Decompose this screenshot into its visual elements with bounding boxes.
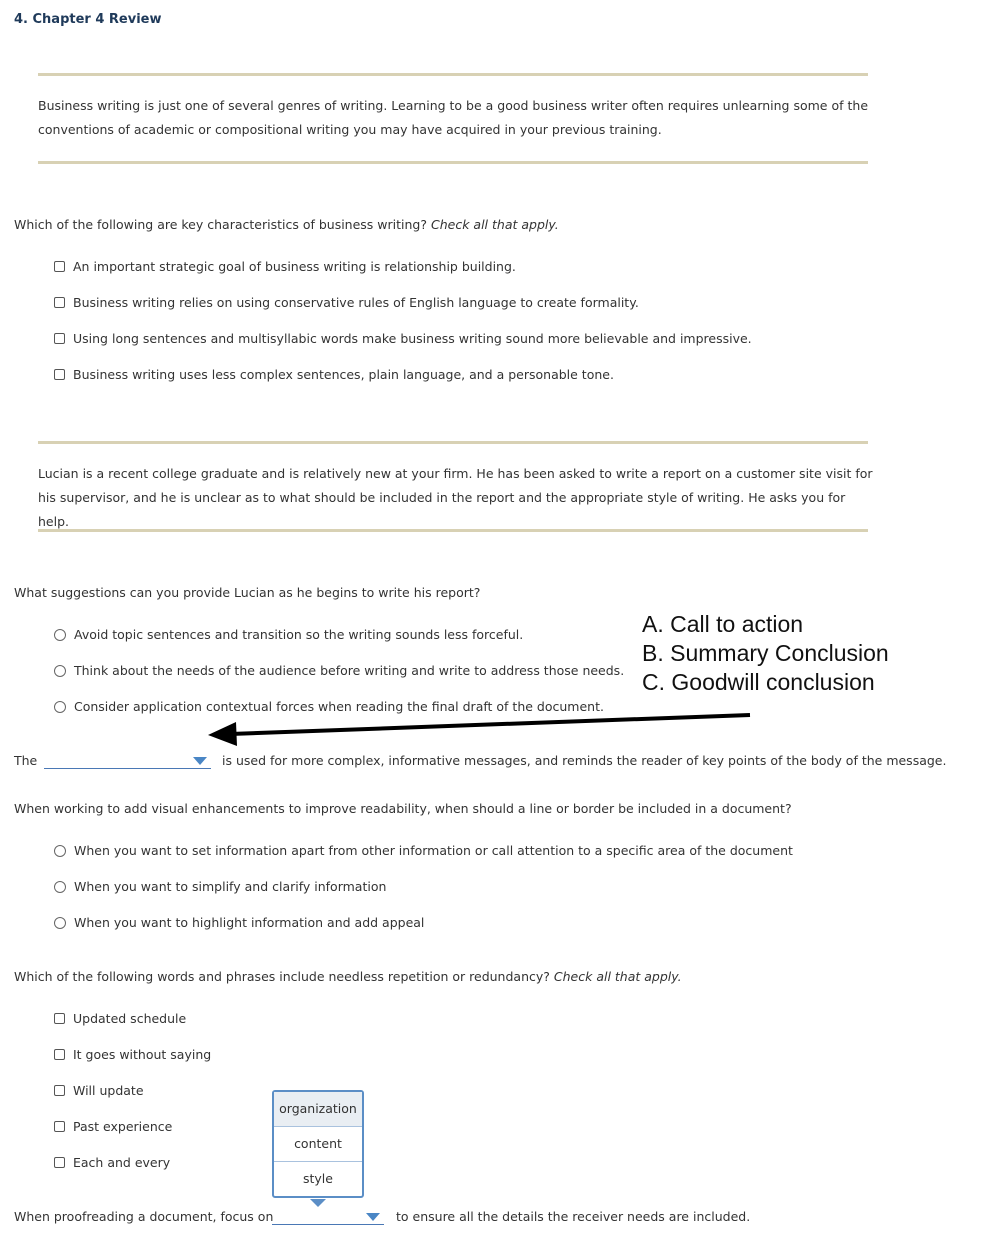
chevron-down-icon[interactable]	[366, 1213, 380, 1221]
option-label: Think about the needs of the audience before writing and write to address those needs.	[74, 663, 625, 678]
divider	[38, 441, 868, 444]
dropdown-option-organization[interactable]: organization	[274, 1092, 362, 1126]
option-label: Using long sentences and multisyllabic words make business writing sound more believable and impressive.	[73, 331, 752, 346]
annotation-line: C. Goodwill conclusion	[642, 669, 875, 695]
checkbox[interactable]	[54, 1157, 65, 1168]
page-title: 4. Chapter 4 Review	[14, 12, 162, 27]
radio-button[interactable]	[54, 701, 66, 713]
divider	[38, 73, 868, 76]
dropdown-underline	[272, 1224, 384, 1225]
radio-button[interactable]	[54, 917, 66, 929]
question-1-instruction: Check all that apply.	[430, 217, 559, 232]
question-1-option-1[interactable]	[54, 259, 516, 274]
checkbox[interactable]	[54, 1121, 65, 1132]
radio-button[interactable]	[54, 845, 66, 857]
annotation-arrow-icon	[200, 700, 760, 750]
option-label: Past experience	[73, 1119, 173, 1134]
menu-pointer-icon	[310, 1199, 326, 1207]
question-4-option-1[interactable]	[54, 843, 793, 858]
option-label: Avoid topic sentences and transition so the writing sounds less forceful.	[74, 627, 524, 642]
question-4-option-2[interactable]	[54, 879, 386, 894]
question-5-option-4[interactable]	[54, 1119, 172, 1134]
dropdown-underline	[44, 768, 211, 769]
checkbox[interactable]	[54, 1013, 65, 1024]
question-1-option-4[interactable]	[54, 367, 614, 382]
question-3-after: is used for more complex, informative messages, and reminds the reader of key points of the body of the message.	[222, 753, 947, 768]
divider	[38, 529, 868, 532]
question-5-text: Which of the following words and phrases include needless repetition or redundancy?	[14, 969, 550, 984]
radio-button[interactable]	[54, 881, 66, 893]
question-1-text: Which of the following are key characteristics of business writing?	[14, 217, 427, 232]
question-5-option-1[interactable]	[54, 1011, 186, 1026]
question-5-option-2[interactable]	[54, 1047, 211, 1062]
question-6-after: to ensure all the details the receiver needs are included.	[396, 1209, 751, 1224]
annotation-line: B. Summary Conclusion	[642, 640, 889, 666]
checkbox[interactable]	[54, 261, 65, 272]
option-label: An important strategic goal of business writing is relationship building.	[73, 259, 516, 274]
scenario-passage: Lucian is a recent college graduate and is relatively new at your firm. He has been asked to write a report on a customer site visit for his supervisor, and he is unclear as to what should be included in the report and the appropriate style of writing. He asks you for help.	[38, 466, 873, 529]
question-1-prompt	[14, 217, 559, 232]
question-1-option-2[interactable]	[54, 295, 639, 310]
dropdown-option-style[interactable]: style	[274, 1161, 362, 1196]
chevron-down-icon[interactable]	[193, 757, 207, 765]
option-label: Business writing uses less complex sentences, plain language, and a personable tone.	[73, 367, 614, 382]
dropdown-option-content[interactable]: content	[274, 1126, 362, 1161]
option-label: It goes without saying	[73, 1047, 212, 1062]
option-label: When you want to set information apart from other information or call attention to a specific area of the document	[74, 843, 793, 858]
question-1-option-3[interactable]	[54, 331, 752, 346]
option-label: Updated schedule	[73, 1011, 187, 1026]
checkbox[interactable]	[54, 369, 65, 380]
question-2-prompt: What suggestions can you provide Lucian as he begins to write his report?	[14, 585, 481, 600]
option-label: Will update	[73, 1083, 144, 1098]
question-3-dropdown[interactable]	[44, 752, 211, 770]
question-6-before: When proofreading a document, focus on	[14, 1209, 274, 1224]
checkbox[interactable]	[54, 297, 65, 308]
radio-button[interactable]	[54, 629, 66, 641]
question-2-option-1[interactable]	[54, 627, 523, 642]
annotation-text	[642, 610, 889, 697]
question-5-option-3[interactable]	[54, 1083, 144, 1098]
dropdown-menu	[272, 1090, 364, 1198]
option-label: Consider application contextual forces when reading the final draft of the document.	[74, 699, 604, 714]
question-4-prompt: When working to add visual enhancements to improve readability, when should a line or border be included in a document?	[14, 801, 792, 816]
option-label: When you want to simplify and clarify information	[74, 879, 387, 894]
question-5-option-5[interactable]	[54, 1155, 170, 1170]
intro-passage: Business writing is just one of several genres of writing. Learning to be a good business writer often requires unlearning some of the conventions of academic or compositional writing you may have acquired in your previous training.	[38, 98, 869, 137]
option-label: Business writing relies on using conservative rules of English language to create formality.	[73, 295, 639, 310]
question-4-option-3[interactable]	[54, 915, 424, 930]
checkbox[interactable]	[54, 1049, 65, 1060]
radio-button[interactable]	[54, 665, 66, 677]
divider	[38, 161, 868, 164]
annotation-line: A. Call to action	[642, 611, 804, 637]
question-5-instruction: Check all that apply.	[553, 969, 682, 984]
option-label: When you want to highlight information and add appeal	[74, 915, 425, 930]
checkbox[interactable]	[54, 1085, 65, 1096]
question-2-option-2[interactable]	[54, 663, 624, 678]
option-label: Each and every	[73, 1155, 171, 1170]
question-3-before: The	[14, 753, 38, 768]
question-6-dropdown[interactable]	[272, 1208, 384, 1226]
question-5-prompt	[14, 969, 682, 984]
checkbox[interactable]	[54, 333, 65, 344]
